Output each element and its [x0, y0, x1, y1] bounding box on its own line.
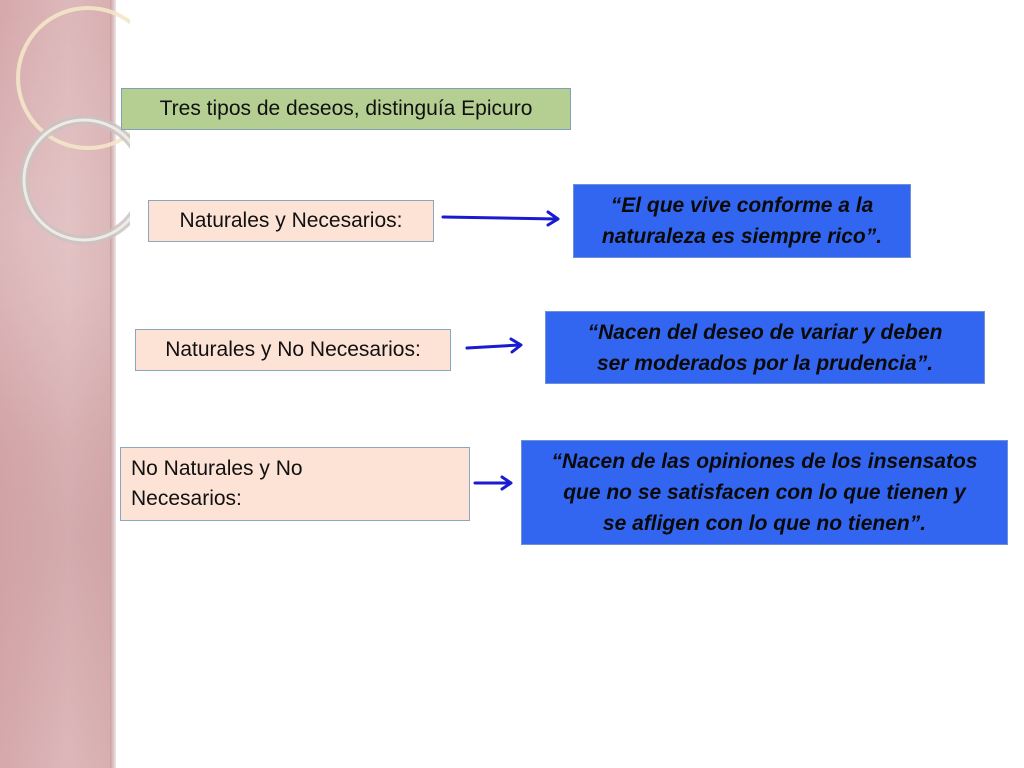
category-label: Naturales y Necesarios: [179, 209, 403, 232]
arrow-right-icon [464, 336, 528, 356]
diagram-title [121, 88, 571, 130]
quote-box-2 [545, 311, 985, 384]
category-box-naturales-no-necesarios [135, 329, 451, 371]
diagram-title-text: Tres tipos de deseos, distinguía Epicuro [159, 97, 533, 120]
quote-text: “Nacen del deseo de variar y deben ser moderados por la prudencia”. [587, 320, 943, 375]
category-label: Naturales y No Necesarios: [165, 338, 421, 361]
category-label: No Naturales y No Necesarios: [131, 457, 303, 510]
category-box-no-naturales-no-necesarios [120, 447, 470, 521]
quote-box-3 [521, 440, 1008, 545]
arrow-right-icon [440, 208, 565, 228]
quote-text: “Nacen de las opiniones de los insensatos que no se satisfacen con lo que tienen y se afligen con lo que no tienen”. [551, 450, 978, 535]
arrow-right-icon [472, 473, 518, 493]
category-box-naturales-necesarios [148, 200, 434, 242]
decorative-rings-icon [0, 0, 130, 260]
quote-text: “El que vive conforme a la naturaleza es siempre rico”. [601, 194, 883, 248]
quote-box-1 [573, 184, 911, 258]
